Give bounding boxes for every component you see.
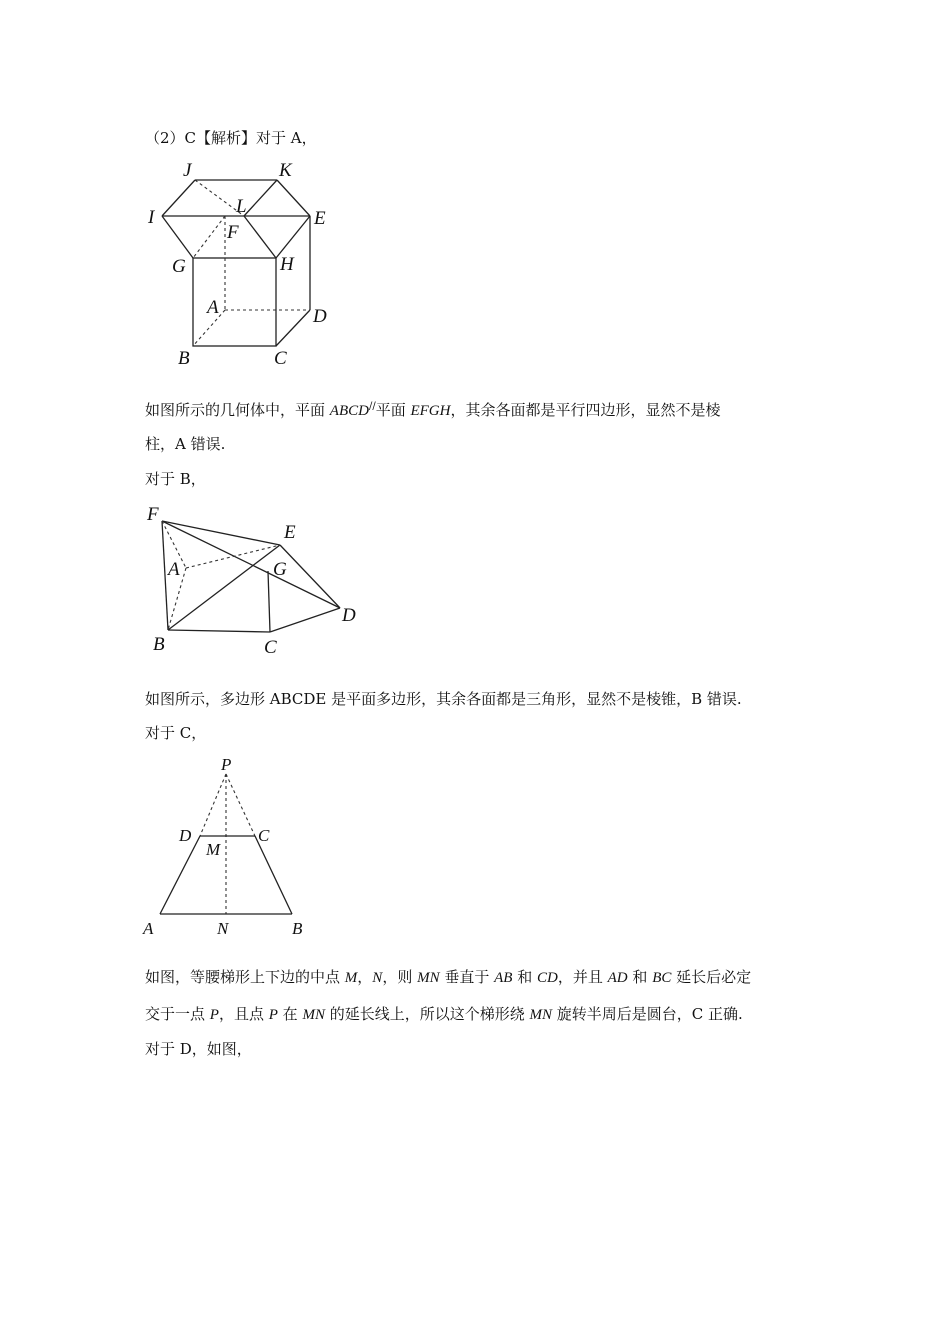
edge-ab [193, 310, 225, 346]
text-fragment: 和 [627, 968, 653, 986]
text-a-explanation [145, 396, 721, 422]
text-fragment: 的延长线上，所以这个梯形绕 [324, 1005, 530, 1023]
edge-ig [162, 216, 193, 258]
edge-eb [168, 545, 280, 630]
segment-mn: MN [302, 1007, 325, 1023]
edge-da [160, 836, 200, 914]
point-m: M [344, 970, 358, 986]
label-e: E [314, 208, 326, 229]
label-d: D [342, 605, 356, 626]
text-b-heading: 对于 B， [145, 470, 206, 488]
edge-fb [162, 521, 168, 630]
label-p: P [221, 755, 232, 774]
text-fragment: ，且点 [218, 1005, 269, 1023]
edge-ae [186, 545, 280, 568]
extension-pd [200, 774, 226, 836]
label-l: L [236, 196, 247, 217]
label-a: A [207, 297, 219, 318]
text-fragment: ，则 [382, 968, 418, 986]
edge-jl [195, 180, 244, 216]
edge-ab [168, 568, 186, 630]
answer-heading: （2）C【解析】对于 A， [145, 129, 317, 147]
text-a-conclusion: 柱，A 错误. [145, 435, 226, 453]
edge-kl [244, 180, 277, 216]
edge-fa [162, 521, 186, 568]
text-fragment: ， [357, 968, 373, 986]
extension-pc [226, 774, 255, 836]
edge-fd [162, 521, 340, 608]
label-e: E [284, 522, 296, 543]
label-m: M [206, 840, 221, 859]
text-c-explanation-2 [145, 1003, 743, 1026]
label-d: D [179, 826, 192, 845]
segment-bc: BC [652, 970, 672, 986]
label-f: F [227, 222, 239, 243]
segment-ad: AD [607, 970, 628, 986]
point-n: N [372, 970, 383, 986]
text-d-heading: 对于 D，如图， [145, 1040, 252, 1058]
edge-lh [244, 216, 276, 258]
edge-dc [276, 310, 310, 346]
edge-eh [276, 216, 310, 258]
parallel-sign: // [368, 401, 376, 412]
label-b: B [292, 919, 303, 938]
label-i: I [148, 207, 155, 228]
edge-fe [162, 521, 280, 545]
text-fragment: 如图所示的几何体中，平面 [145, 401, 330, 419]
text-fragment: 和 [512, 968, 538, 986]
label-c: C [274, 348, 287, 369]
text-fragment: 平面 [375, 401, 411, 419]
label-f: F [147, 504, 159, 525]
label-g: G [273, 559, 287, 580]
text-b-explanation: 如图所示，多边形 ABCDE 是平面多边形，其余各面都是三角形，显然不是棱锥，B 错误. [145, 690, 742, 708]
edge-fg [193, 216, 225, 258]
label-j: J [183, 160, 192, 181]
text-fragment: ，其余各面都是平行四边形，显然不是棱 [450, 401, 721, 419]
text-fragment: 旋转半周后是圆台，C 正确. [552, 1005, 743, 1023]
text-fragment: 交于一点 [145, 1005, 210, 1023]
label-c: C [264, 637, 277, 658]
plane-efgh: EFGH [410, 403, 451, 419]
label-c: C [258, 826, 270, 845]
edge-cd [270, 608, 340, 632]
face-bcgh [193, 258, 276, 346]
point-p: P [209, 1007, 219, 1023]
label-h: H [280, 254, 294, 275]
label-a: A [143, 919, 154, 938]
edge-cb [255, 836, 292, 914]
segment-ab: AB [494, 970, 513, 986]
label-g: G [172, 256, 186, 277]
point-p: P [268, 1007, 278, 1023]
edge-bc [168, 630, 270, 632]
segment-cd: CD [537, 970, 558, 986]
label-n: N [217, 919, 229, 938]
edge-ji [162, 180, 195, 216]
text-fragment: 在 [277, 1005, 303, 1023]
label-b: B [153, 634, 165, 655]
segment-mn: MN [417, 970, 440, 986]
segment-mn: MN [529, 1007, 552, 1023]
label-b: B [178, 348, 190, 369]
text-c-explanation-1 [145, 966, 751, 989]
label-a: A [168, 559, 180, 580]
edge-ed [280, 545, 340, 608]
label-d: D [313, 306, 327, 327]
text-c-heading: 对于 C， [145, 724, 207, 742]
text-fragment: 如图，等腰梯形上下边的中点 [145, 968, 345, 986]
text-fragment: ，并且 [557, 968, 608, 986]
label-k: K [279, 160, 292, 181]
text-fragment: 垂直于 [439, 968, 495, 986]
edge-gc [268, 571, 270, 632]
text-fragment: 延长后必定 [671, 968, 752, 986]
plane-abcd: ABCD [329, 403, 369, 419]
edge-ke [277, 180, 310, 216]
